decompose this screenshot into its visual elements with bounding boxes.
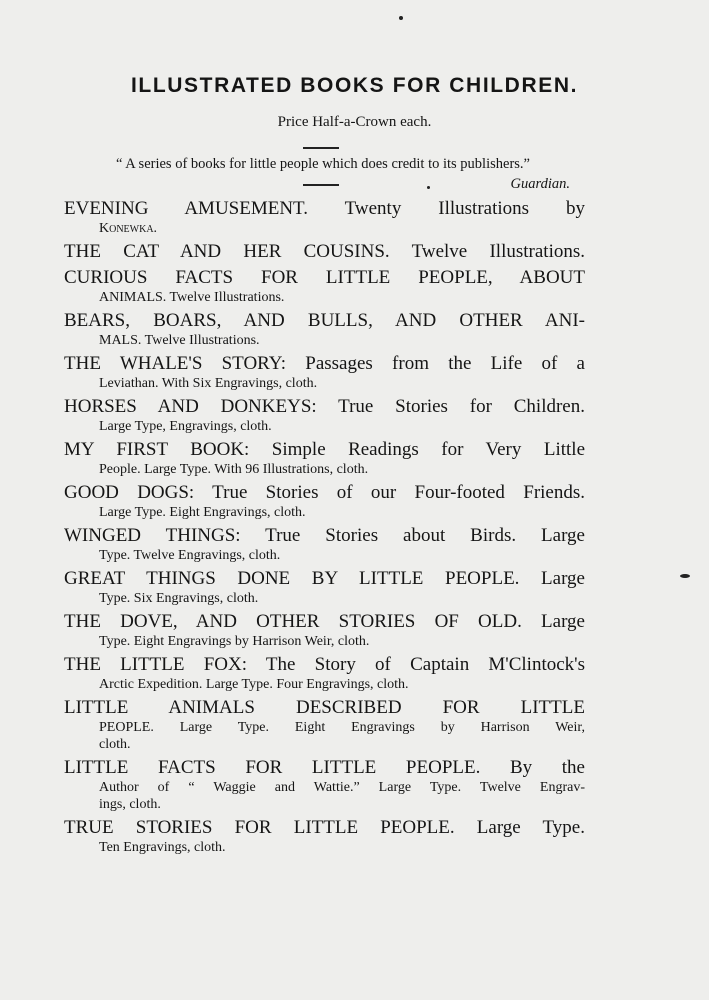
book-detail-line: MALS. Twelve Illustrations. [99, 333, 260, 348]
book-entry [64, 482, 585, 521]
book-entry [64, 396, 585, 435]
book-entry [64, 241, 585, 263]
book-entry [64, 757, 585, 813]
book-detail-line: People. Large Type. With 96 Illustrations, cloth. [99, 462, 369, 477]
book-detail-line: Large Type, Engravings, cloth. [99, 419, 272, 434]
book-list [64, 198, 585, 860]
book-entry [64, 654, 585, 693]
book-title-line: GREAT THINGS DONE BY LITTLE PEOPLE. Large [64, 568, 585, 589]
book-title-line: BEARS, BOARS, AND BULLS, AND OTHER ANI- [64, 310, 585, 331]
book-entry [64, 353, 585, 392]
quote-source: Guardian. [510, 176, 570, 192]
book-title-line: THE WHALE'S STORY: Passages from the Life of a [64, 353, 585, 374]
book-detail-line: Type. Twelve Engravings, cloth. [99, 548, 281, 563]
book-entry [64, 568, 585, 607]
book-entry [64, 439, 585, 478]
book-entry [64, 525, 585, 564]
book-title-line: WINGED THINGS: True Stories about Birds. Large [64, 525, 585, 546]
divider-rule [303, 184, 339, 186]
book-detail-line: cloth. [99, 737, 131, 752]
review-quote: “ A series of books for little people which does credit to its publishers.” [116, 156, 530, 172]
book-detail-line: Leviathan. With Six Engravings, cloth. [99, 376, 318, 391]
book-title-line: MY FIRST BOOK: Simple Readings for Very Little [64, 439, 585, 460]
book-entry [64, 198, 585, 237]
book-detail-line: PEOPLE. Large Type. Eight Engravings by Harrison Weir, [99, 720, 585, 735]
book-entry [64, 697, 585, 753]
ink-speck [680, 574, 690, 578]
divider-rule [303, 147, 339, 149]
ink-speck [399, 16, 403, 20]
page-heading: ILLUSTRATED BOOKS FOR CHILDREN. [130, 74, 579, 97]
book-detail-line: Ten Engravings, cloth. [99, 840, 226, 855]
price-line: Price Half-a-Crown each. [277, 114, 432, 130]
book-title-line: LITTLE ANIMALS DESCRIBED FOR LITTLE [64, 697, 585, 718]
book-detail-line: Author of “ Waggie and Wattie.” Large Type. Twelve Engrav- [99, 780, 585, 795]
book-entry [64, 310, 585, 349]
book-detail-line: ANIMALS. Twelve Illustrations. [99, 290, 285, 305]
ink-speck [427, 186, 430, 189]
book-title-line: HORSES AND DONKEYS: True Stories for Children. [64, 396, 585, 417]
book-entry [64, 267, 585, 306]
book-title-line: TRUE STORIES FOR LITTLE PEOPLE. Large Type. [64, 817, 585, 838]
book-entry [64, 817, 585, 856]
book-title-line: EVENING AMUSEMENT. Twenty Illustrations by [64, 198, 585, 219]
book-title-line: LITTLE FACTS FOR LITTLE PEOPLE. By the [64, 757, 585, 778]
book-detail-line: Type. Eight Engravings by Harrison Weir, cloth. [99, 634, 370, 649]
book-detail-line: Arctic Expedition. Large Type. Four Engravings, cloth. [99, 677, 409, 692]
book-title-line: GOOD DOGS: True Stories of our Four-footed Friends. [64, 482, 585, 503]
book-title-line: THE LITTLE FOX: The Story of Captain M'Clintock's [64, 654, 585, 675]
book-entry [64, 611, 585, 650]
book-detail-line: Type. Six Engravings, cloth. [99, 591, 259, 606]
book-detail-line: ings, cloth. [99, 797, 161, 812]
book-title-line: THE DOVE, AND OTHER STORIES OF OLD. Large [64, 611, 585, 632]
book-title-line: THE CAT AND HER COUSINS. Twelve Illustrations. [64, 241, 585, 262]
book-detail-line: Konewka. [99, 221, 158, 236]
book-detail-line: Large Type. Eight Engravings, cloth. [99, 505, 306, 520]
book-title-line: CURIOUS FACTS FOR LITTLE PEOPLE, ABOUT [64, 267, 585, 288]
